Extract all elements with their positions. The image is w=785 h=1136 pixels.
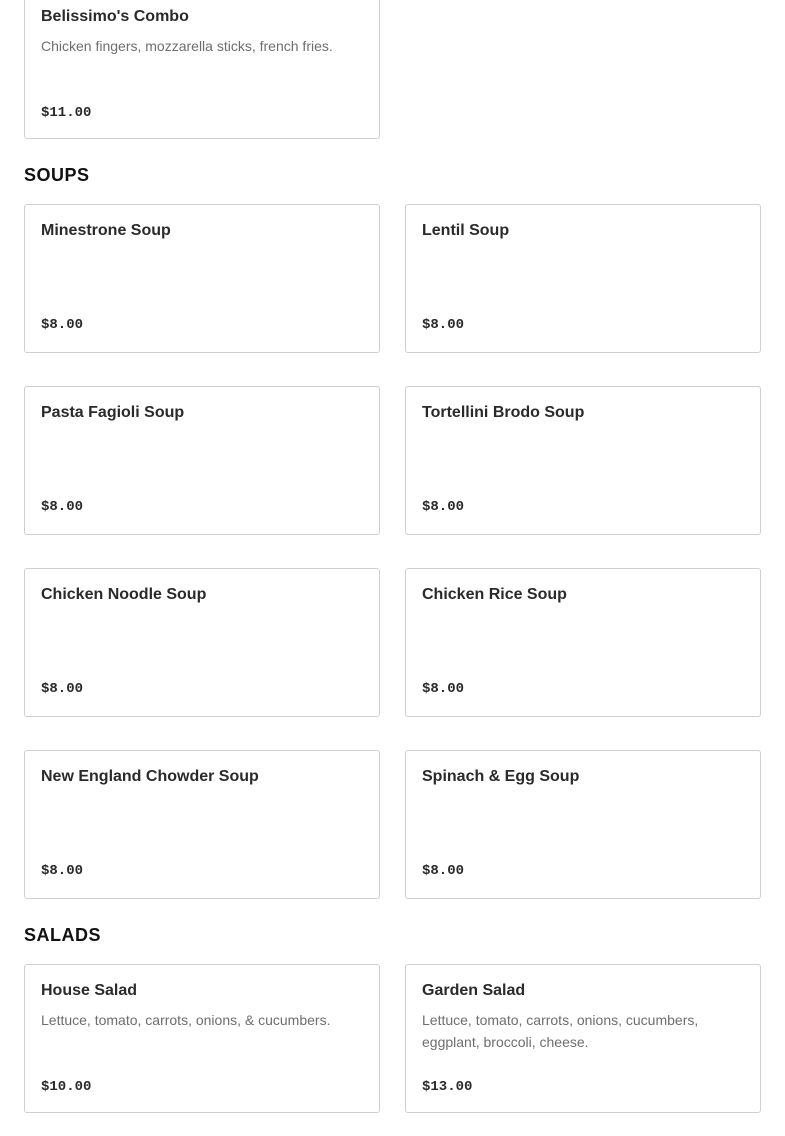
menu-item-price: $8.00 [422,317,465,333]
menu-item-price: $8.00 [41,317,84,333]
menu-item-price: $8.00 [422,499,465,515]
menu-item-card[interactable] [405,204,761,353]
menu-item-description: Lettuce, tomato, carrots, onions, cucumbers, eggplant, broccoli, cheese. [422,1012,699,1050]
menu-item-card[interactable] [405,750,761,899]
menu-item-card[interactable] [24,0,380,139]
menu-item-price: $8.00 [422,863,465,879]
menu-item-name: New England Chowder Soup [41,768,259,785]
menu-item-name: Chicken Rice Soup [422,586,567,603]
menu-item-price: $8.00 [41,499,84,515]
menu-item-card[interactable] [24,964,380,1113]
menu-item-name: Belissimo's Combo [41,8,189,25]
menu-item-price: $8.00 [422,681,465,697]
menu-item-price: $8.00 [41,863,84,879]
section-heading-soups: SOUPS [24,165,90,185]
menu-item-price: $11.00 [41,105,92,121]
menu-item-name: Tortellini Brodo Soup [422,404,585,421]
menu-item-name: Lentil Soup [422,222,510,239]
menu-item-name: Chicken Noodle Soup [41,586,207,603]
menu-item-price: $13.00 [422,1079,473,1095]
section-heading-salads: SALADS [24,925,102,945]
menu-item-name: Pasta Fagioli Soup [41,404,185,421]
menu-item-description: Chicken fingers, mozzarella sticks, french fries. [41,38,333,54]
menu-item-name: House Salad [41,982,138,999]
menu-item-card[interactable] [405,964,761,1113]
menu-item-card[interactable] [405,386,761,535]
menu-item-price: $8.00 [41,681,84,697]
menu-item-card[interactable] [24,568,380,717]
menu-item-name: Garden Salad [422,982,526,999]
menu-item-card[interactable] [24,386,380,535]
menu-item-name: Minestrone Soup [41,222,171,239]
menu-item-card[interactable] [405,568,761,717]
menu-item-card[interactable] [24,750,380,899]
menu-item-card[interactable] [24,204,380,353]
menu-item-price: $10.00 [41,1079,92,1095]
menu-item-name: Spinach & Egg Soup [422,768,580,785]
menu-item-description: Lettuce, tomato, carrots, onions, & cucumbers. [41,1012,331,1028]
